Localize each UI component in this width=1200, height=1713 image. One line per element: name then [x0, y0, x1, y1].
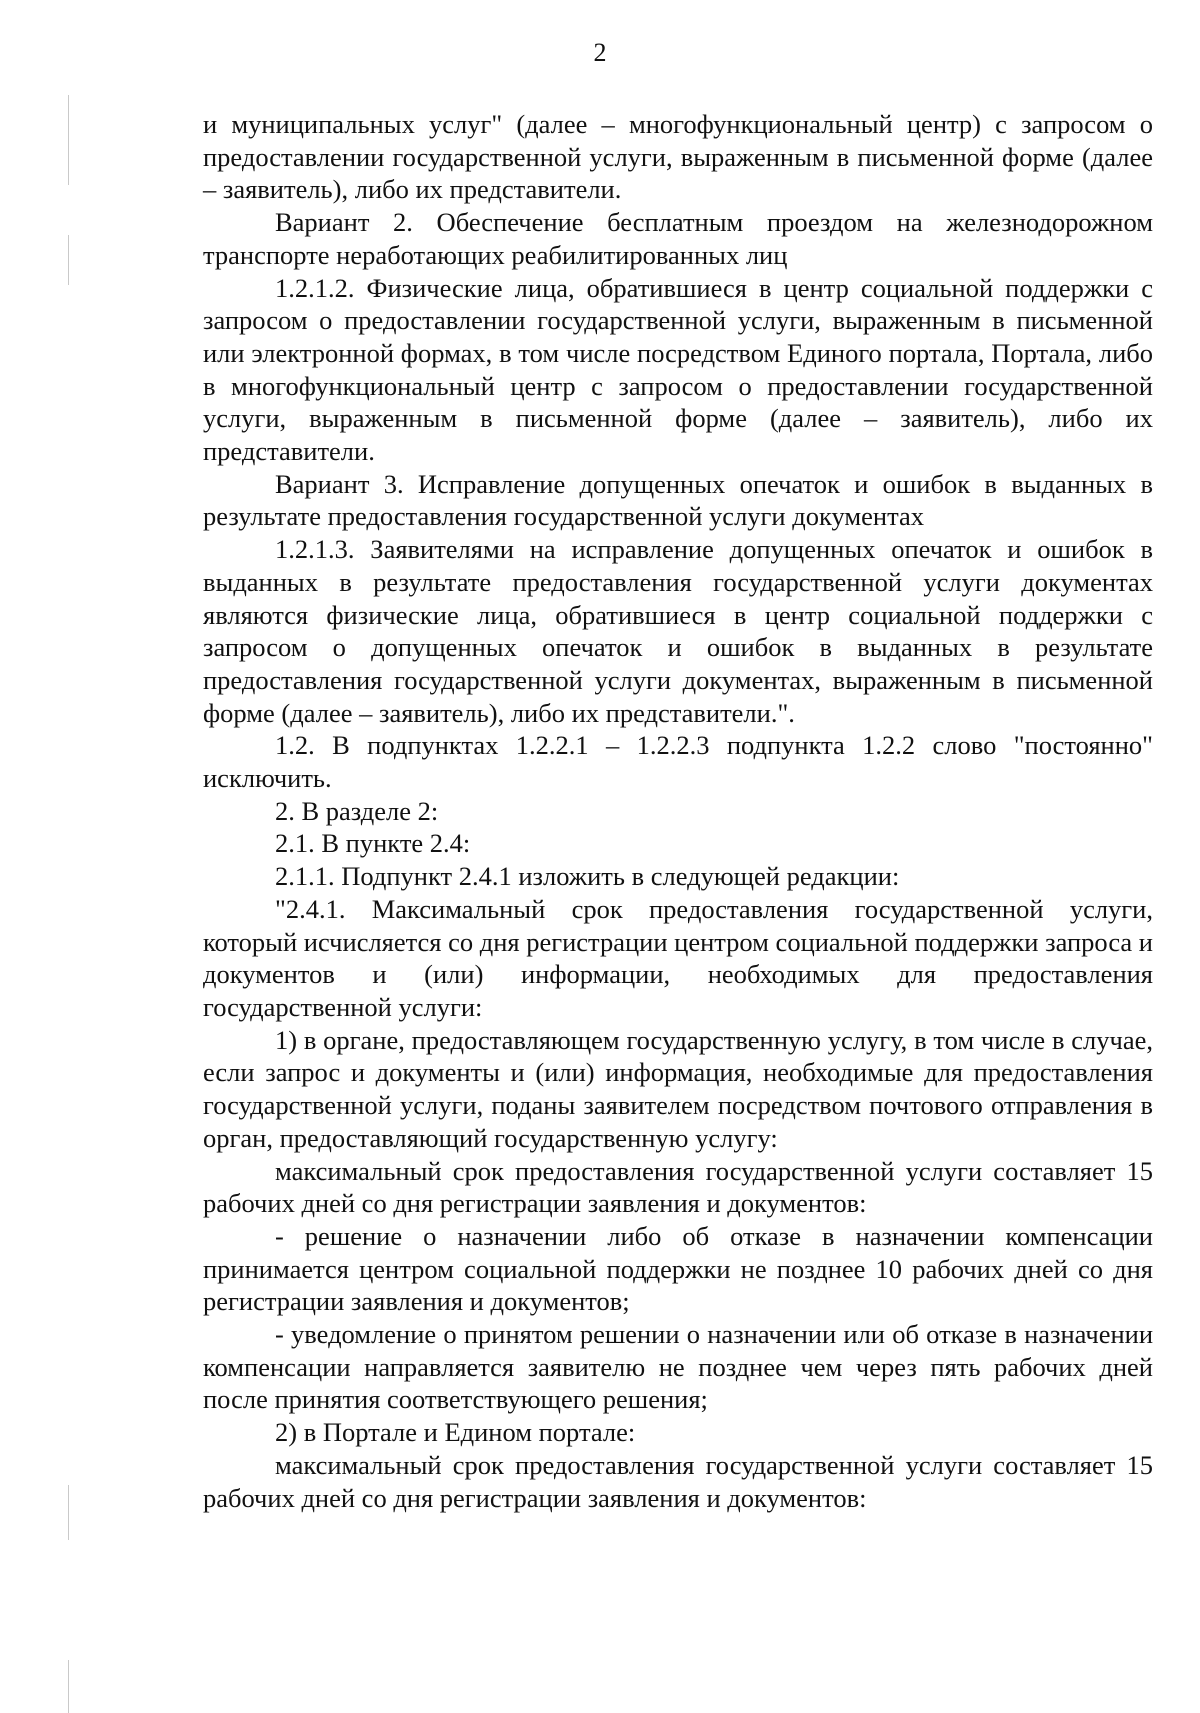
paragraph: и муниципальных услуг" (далее – многофункциональный центр) с запросом о предоставлении государственной услуги, выраженным в письменной форме (далее – заявитель), либо их представители.: [203, 109, 1153, 205]
paragraph-variant-2-heading: Вариант 2. Обеспечение бесплатным проездом на железнодорожном транспорте неработающих реабилитированных лиц: [203, 207, 1153, 270]
paragraph: максимальный срок предоставления государственной услуги составляет 15 рабочих дней со дня регистрации заявления и документов:: [203, 1155, 1153, 1219]
paragraph-section-heading: 2. В разделе 2:: [275, 795, 439, 826]
paragraph: 1) в органе, предоставляющем государственную услугу, в том числе в случае, если запрос и документы и (или) информация, необходимые для предоставления государственной услуги, поданы заявителем посредством почтового отправления в орган, предоставляющий государственную услугу:: [203, 1024, 1153, 1153]
paragraph: 1.2.1.3. Заявителями на исправление допущенных опечаток и ошибок в выданных в результате предоставления государственной услуги документах являются физические лица, обратившиеся в центр социальной поддержки с запросом о допущенных опечаток и ошибок в выданных в результате предоставления государственной услуги документах, выраженным в письменной форме (далее – заявитель), либо их представители.".: [203, 534, 1153, 728]
document-body: [203, 108, 1153, 1514]
scan-margin-mark: [68, 1485, 69, 1540]
paragraph: 1.2.1.2. Физические лица, обратившиеся в центр социальной поддержки с запросом о предоставлении государственной услуги, выраженным в письменной или электронной формах, в том числе посредством Единого портала, Портала, либо в многофункциональный центр с запросом о предоставлении государственной услуги, выраженным в письменной форме (далее – заявитель), либо их представители.: [203, 272, 1153, 467]
paragraph: 2) в Портале и Едином портале:: [275, 1417, 636, 1448]
paragraph: 2.1.1. Подпункт 2.4.1 изложить в следующей редакции:: [275, 861, 900, 892]
paragraph: "2.4.1. Максимальный срок предоставления государственной услуги, который исчисляется со дня регистрации центром социальной поддержки запроса и документов и (или) информации, необходимых для предоставления государственной услуги:: [203, 893, 1153, 1022]
scan-margin-mark: [68, 95, 69, 185]
paragraph: 2.1. В пункте 2.4:: [275, 828, 471, 859]
scan-margin-mark: [68, 1660, 69, 1713]
paragraph-list-item: - уведомление о принятом решении о назначении или об отказе в назначении компенсации направляется заявителю не позднее чем через пять рабочих дней после принятия соответствующего решения;: [203, 1319, 1153, 1415]
paragraph-list-item: - решение о назначении либо об отказе в назначении компенсации принимается центром социальной поддержки не позднее 10 рабочих дней со дня регистрации заявления и документов;: [203, 1220, 1153, 1317]
paragraph: 1.2. В подпунктах 1.2.2.1 – 1.2.2.3 подпункта 1.2.2 слово "постоянно" исключить.: [203, 730, 1153, 794]
paragraph-variant-3-heading: Вариант 3. Исправление допущенных опечаток и ошибок в выданных в результате предоставления государственной услуги документах: [203, 468, 1153, 532]
page-number: 2: [593, 38, 607, 67]
scan-margin-mark: [68, 235, 69, 285]
paragraph: максимальный срок предоставления государственной услуги составляет 15 рабочих дней со дня регистрации заявления и документов:: [203, 1449, 1153, 1513]
